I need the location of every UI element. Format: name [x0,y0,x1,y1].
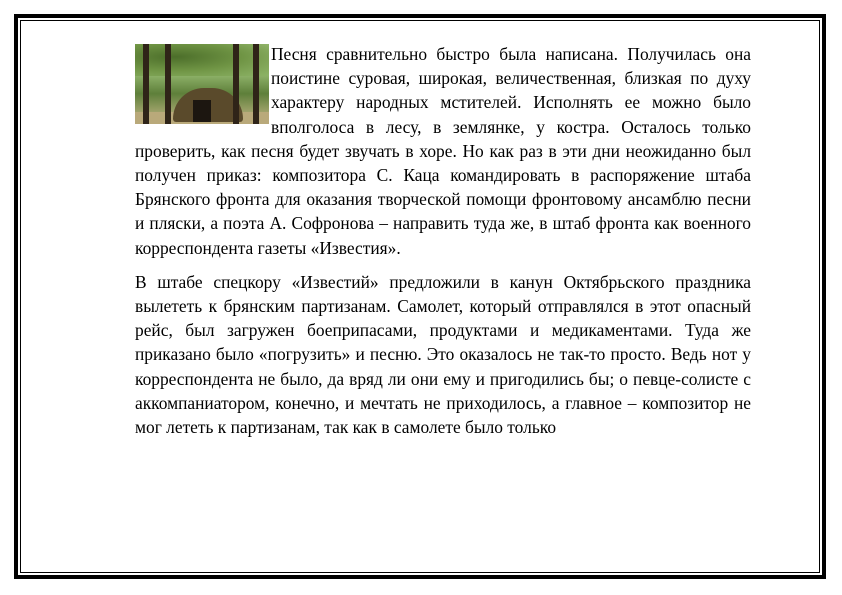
photo-canopy [135,44,269,76]
photo-tree-trunk [165,44,171,124]
photo-tree-trunk [143,44,149,124]
photo-door [193,100,211,122]
paragraph-1: Песня сравнительно быстро была написана. Получилась она поистине суровая, широкая, величественная, близкая по духу характеру народных мстителей. Исполнять ее можно было вполголоса в лесу, в землянке, у костра. Осталось только проверить, как песня будет звучать в хоре. Но как раз в эти дни неожиданно был получен приказ: композитора С. Каца командировать в распоряжение штаба Брянского фронта для оказания творческой помощи фронтовому ансамблю песни и пляски, а поэта А. Софронова – направить туда же, в штаб фронта как военного корреспондента газеты «Известия». [135,44,751,258]
photo-tree-trunk [233,44,239,124]
photo-tree-trunk [253,44,259,124]
paragraph-2: В штабе спецкору «Известий» предложили в канун Октябрьского праздника вылететь к брянским партизанам. Самолет, который отправлялся в этот опасный рейс, был загружен боеприпасами, продуктами и медикаментами. Туда же приказано было «погрузить» и песню. Это оказалось не так-то просто. Ведь нот у корреспондента не было, да вряд ли они ему и пригодились бы; о певце-солисте с аккомпаниатором, конечно, и мечтать не приходилось, а главное – композитор не мог лететь к партизанам, так как в самолете было только [135,271,751,438]
document-body [135,42,751,449]
forest-dugout-photo [135,44,269,124]
